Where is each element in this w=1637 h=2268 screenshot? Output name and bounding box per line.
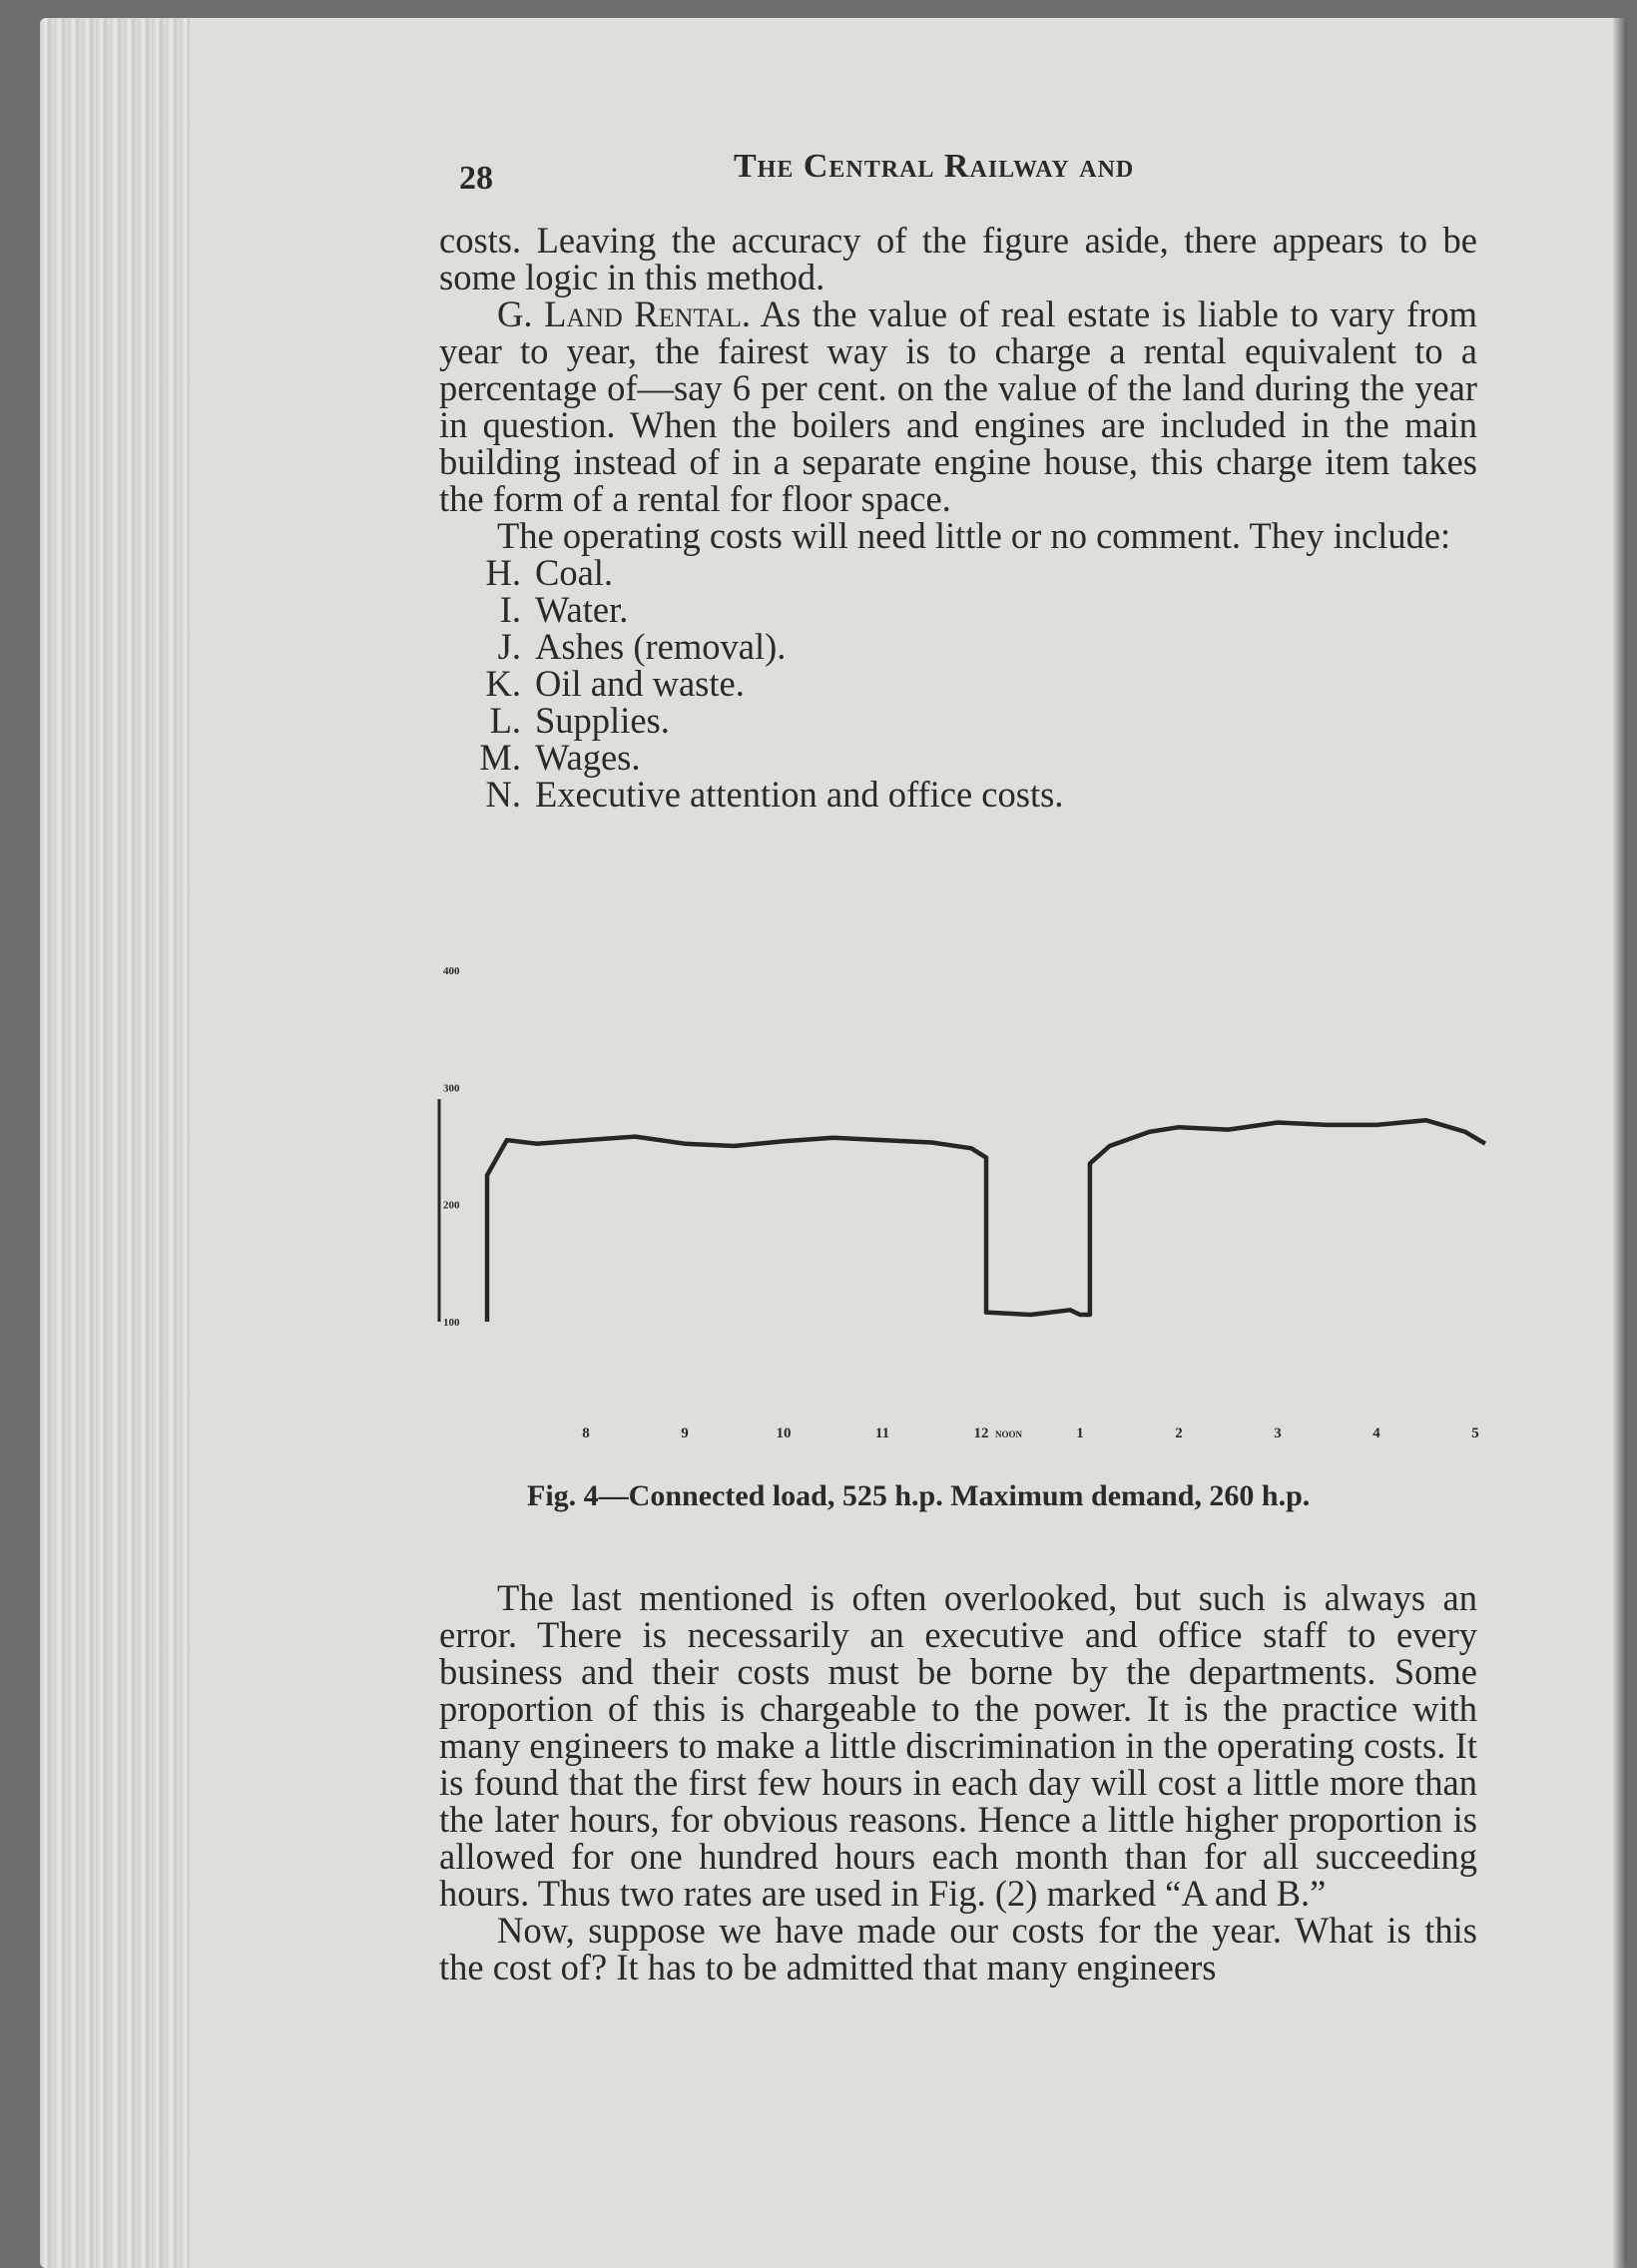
list-text: Coal. <box>535 552 614 593</box>
lower-text-block <box>439 1579 1477 1985</box>
list-letter: I. <box>499 589 521 630</box>
paragraph-executive: The last mentioned is often overlooked, but such is always an error. There is necessarily an executive and office staff to every business and their costs must be borne by the departments. Some proportion of this is chargeable to the power. It is the practice with many engineers to make a little discrimination in the operating costs. It is found that the first few hours in each day will cost a little more than the later hours, for obvious reasons. Hence a little higher proportion is allowed for one hundred hours each month than for all succeeding hours. Thus two rates are used in Fig. (2) marked “A and B.” <box>439 1577 1477 1914</box>
x-tick-label: 4 <box>1372 1425 1380 1441</box>
x-tick-label: 11 <box>874 1425 890 1441</box>
x-tick-label: 3 <box>1274 1425 1282 1441</box>
y-axis <box>439 965 460 1329</box>
list-text: Water. <box>535 589 629 630</box>
list-text: Executive attention and office costs. <box>535 774 1064 815</box>
x-tick-label: 9 <box>681 1425 689 1441</box>
upper-text-block <box>439 222 1477 813</box>
load-curve-chart <box>419 938 1537 1497</box>
operating-list-item <box>439 739 1477 776</box>
y-tick-label: 200 <box>443 1199 460 1212</box>
list-letter: L. <box>489 700 521 741</box>
operating-list-item <box>439 702 1477 739</box>
x-tick-label: NOON <box>995 1429 1022 1439</box>
operating-list-item <box>439 591 1477 628</box>
land-rental-heading: G. Land Rental. <box>497 293 751 334</box>
page-edges <box>40 18 190 2268</box>
page-header <box>429 148 1467 197</box>
figure-caption: Fig. 4—Connected load, 525 h.p. Maximum demand, 260 h.p. <box>527 1479 1311 1512</box>
x-tick-label: 2 <box>1175 1425 1183 1441</box>
operating-list-item <box>439 665 1477 702</box>
list-letter: M. <box>479 737 521 778</box>
list-letter: H. <box>485 552 521 593</box>
paragraph-land-rental <box>439 295 1477 517</box>
spine-shadow <box>1613 18 1627 2268</box>
x-tick-label: 8 <box>582 1425 590 1441</box>
operating-list-item <box>439 628 1477 665</box>
y-tick-label: 300 <box>443 1082 460 1095</box>
paragraph-costs-year: Now, suppose we have made our costs for the year. What is this the cost of? It has to be admitted that many engineers <box>439 1910 1477 1987</box>
list-text: Oil and waste. <box>535 663 745 704</box>
page-number: 28 <box>459 160 493 197</box>
running-title: The Central Railway and <box>734 148 1135 185</box>
operating-costs-list <box>439 554 1477 813</box>
x-tick-label: 5 <box>1471 1425 1479 1441</box>
paragraph-costs: costs. Leaving the accuracy of the figure aside, there appears to be some logic in this method. <box>439 220 1477 297</box>
x-tick-label: 10 <box>776 1425 792 1441</box>
x-tick-label: 12 <box>973 1425 989 1441</box>
y-tick-label: 400 <box>443 965 460 977</box>
list-text: Wages. <box>535 737 641 778</box>
y-tick-label: 100 <box>443 1317 460 1329</box>
list-letter: K. <box>485 663 521 704</box>
operating-list-item <box>439 554 1477 591</box>
paragraph-operating-intro: The operating costs will need little or no comment. They include: <box>497 515 1451 556</box>
operating-list-item <box>439 776 1477 813</box>
list-text: Supplies. <box>535 700 670 741</box>
list-letter: J. <box>497 626 521 667</box>
list-letter: N. <box>485 774 521 815</box>
land-rental-text: As the value of real estate is liable to vary from year to year, the fairest way is to charge a rental equivalent to a percentage of—say 6 per cent. on the value of the land during the year in question. When the boilers and engines are included in the main building instead of in a separate engine house, this charge item takes the form of a rental for floor space. <box>439 293 1477 519</box>
list-text: Ashes (removal). <box>535 626 787 667</box>
load-curve-line <box>487 1120 1485 1322</box>
x-tick-label: 1 <box>1076 1425 1084 1441</box>
x-axis-ticks <box>582 1425 1479 1441</box>
